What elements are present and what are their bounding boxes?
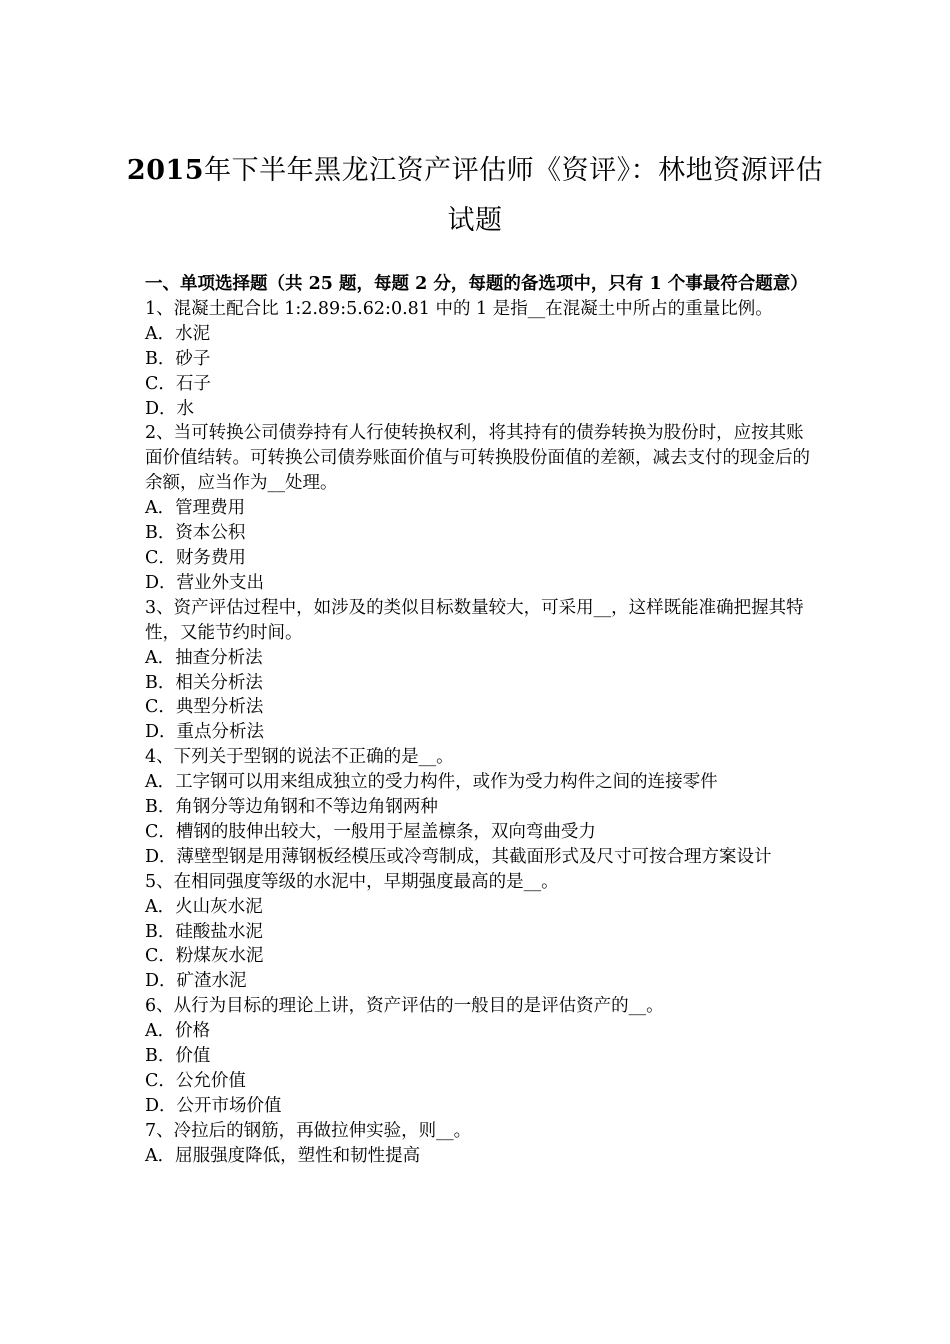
question-stem: 2、当可转换公司债券持有人行使转换权利，将其持有的债券转换为股份时，应按其账面价值结转。可转换公司债券账面价值与可转换股份面值的差额，减去支付的现金后的余额，应当作为__处理。 bbox=[145, 423, 810, 494]
option-a: A．工字钢可以用来组成独立的受力构件，或作为受力构件之间的连接零件 bbox=[145, 772, 718, 793]
option-c: C．公允价值 bbox=[145, 1071, 246, 1091]
option-b: B．角钢分等边角钢和不等边角钢两种 bbox=[145, 797, 438, 818]
option-d: D．公开市场价值 bbox=[145, 1095, 282, 1116]
question-4 bbox=[145, 745, 810, 870]
option-a: A．屈服强度降低，塑性和韧性提高 bbox=[145, 1145, 421, 1166]
question-stem: 6、从行为目标的理论上讲，资产评估的一般目的是评估资产的__。 bbox=[145, 996, 664, 1017]
section-heading: 一、单项选择题（共 25 题，每题 2 分，每题的备选项中，只有 1 个事最符合题意） bbox=[145, 274, 808, 294]
option-c: C．财务费用 bbox=[145, 547, 246, 568]
question-stem: 5、在相同强度等级的水泥中，早期强度最高的是__。 bbox=[145, 871, 559, 892]
document-body bbox=[145, 272, 810, 1169]
option-c: C．槽钢的肢伸出较大，一般用于屋盖檩条，双向弯曲受力 bbox=[145, 821, 596, 842]
option-c: C．典型分析法 bbox=[145, 697, 264, 718]
question-3 bbox=[145, 596, 810, 745]
question-5 bbox=[145, 870, 810, 995]
title-text: 年下半年黑龙江资产评估师《资评》：林地资源评估 bbox=[204, 155, 824, 186]
question-2 bbox=[145, 421, 810, 595]
question-stem: 4、下列关于型钢的说法不正确的是__。 bbox=[145, 747, 454, 768]
title-line-1 bbox=[100, 146, 850, 196]
document-title bbox=[100, 146, 850, 246]
option-d: D．营业外支出 bbox=[145, 572, 265, 593]
question-1 bbox=[145, 297, 810, 422]
option-b: B．砂子 bbox=[145, 348, 211, 369]
question-stem: 1、混凝土配合比 1:2.89:5.62:0.81 中的 1 是指__在混凝土中所占的重量比例。 bbox=[145, 298, 773, 319]
question-6 bbox=[145, 994, 810, 1119]
option-a: A．水泥 bbox=[145, 323, 211, 344]
option-a: A．抽查分析法 bbox=[145, 647, 263, 668]
option-d: D．水 bbox=[145, 398, 195, 419]
option-a: A．价格 bbox=[145, 1021, 211, 1042]
option-b: B．相关分析法 bbox=[145, 672, 263, 693]
option-a: A．管理费用 bbox=[145, 498, 246, 519]
title-year: 2015 bbox=[126, 155, 205, 186]
option-d: D．矿渣水泥 bbox=[145, 971, 247, 992]
option-b: B．资本公积 bbox=[145, 523, 246, 544]
option-b: B．硅酸盐水泥 bbox=[145, 921, 263, 942]
question-7 bbox=[145, 1119, 810, 1169]
option-d: D．薄壁型钢是用薄钢板经模压或冷弯制成，其截面形式及尺寸可按合理方案设计 bbox=[145, 846, 772, 867]
option-b: B．价值 bbox=[145, 1046, 211, 1067]
question-stem: 7、冷拉后的钢筋，再做拉伸实验，则__。 bbox=[145, 1120, 472, 1141]
option-c: C．石子 bbox=[145, 373, 211, 394]
question-stem: 3、资产评估过程中，如涉及的类似目标数量较大，可采用__，这样既能准确把握其特性，又能节约时间。 bbox=[145, 597, 804, 643]
option-a: A．火山灰水泥 bbox=[145, 896, 263, 917]
option-c: C．粉煤灰水泥 bbox=[145, 946, 264, 967]
option-d: D．重点分析法 bbox=[145, 722, 265, 743]
title-line-2: 试题 bbox=[447, 205, 503, 236]
